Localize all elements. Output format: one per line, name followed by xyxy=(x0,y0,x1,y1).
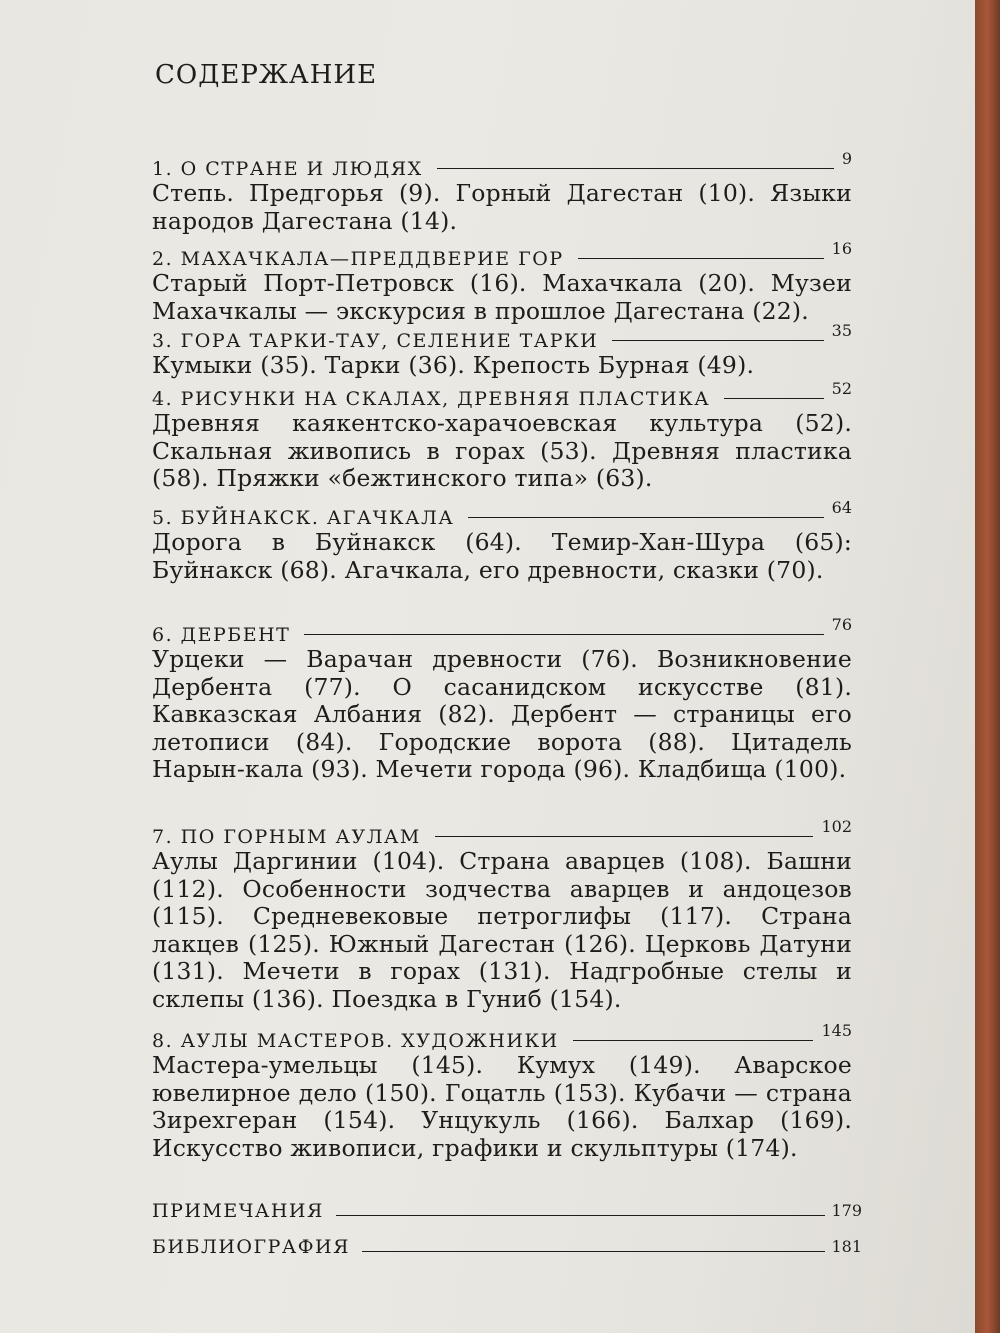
chapter-summary: Древняя каякентско-харачоевская культура (52). Скальная живопись в горах (53). Древняя пластика (58). Пряжки «бежтинского типа» (63). xyxy=(152,409,852,492)
endmatter-page-number: 179 xyxy=(831,1201,862,1220)
chapter-page-number: 102 xyxy=(821,817,852,836)
toc-notes xyxy=(152,1200,862,1222)
toc-entry-7 xyxy=(152,817,852,1013)
dot-leader xyxy=(336,1214,826,1216)
chapter-heading xyxy=(152,817,852,848)
toc-entry-3 xyxy=(152,321,852,380)
toc-bibliography xyxy=(152,1236,862,1258)
chapter-summary: Кумыки (35). Тарки (36). Крепость Бурная (49). xyxy=(152,351,755,379)
chapter-page-number: 9 xyxy=(841,149,852,168)
chapter-title: 1. О СТРАНЕ И ЛЮДЯХ xyxy=(152,158,423,180)
dot-leader xyxy=(724,397,823,399)
chapter-summary: Старый Порт-Петровск (16). Махачкала (20). Музеи Махачкалы — экскурсия в прошлое Дагестана (22). xyxy=(152,269,852,325)
chapter-title: 4. РИСУНКИ НА СКАЛАХ, ДРЕВНЯЯ ПЛАСТИКА xyxy=(152,388,711,410)
chapter-heading xyxy=(152,498,852,529)
toc-entry-8 xyxy=(152,1021,852,1162)
chapter-page-number: 64 xyxy=(831,498,852,517)
chapter-page-number: 16 xyxy=(831,239,852,258)
chapter-page-number: 35 xyxy=(831,321,852,340)
dot-leader xyxy=(578,257,824,259)
chapter-summary: Урцеки — Варачан древности (76). Возникновение Дербента (77). О сасанидском искусстве (81). Кавказская Албания (82). Дербент — страницы его летописи (84). Городские ворота (88). Цитадель Нарын-кала (93). Мечети города (96). Кладбища (100). xyxy=(152,645,852,783)
chapter-title: 7. ПО ГОРНЫМ АУЛАМ xyxy=(152,826,421,848)
chapter-page-number: 145 xyxy=(821,1021,852,1040)
chapter-summary: Аулы Даргинии (104). Страна аварцев (108). Башни (112). Особенности зодчества аварцев и андоцезов (115). Средневековые петроглифы (117). Страна лакцев (125). Южный Дагестан (126). Церковь Датуни (131). Мечети в горах (131). Надгробные стелы и склепы (136). Поездка в Гуниб (154). xyxy=(152,847,852,1013)
endmatter-page-number: 181 xyxy=(831,1237,862,1256)
dot-leader xyxy=(573,1039,814,1041)
toc-entry-6 xyxy=(152,615,852,784)
chapter-summary: Мастера-умельцы (145). Кумух (149). Аварское ювелирное дело (150). Гоцатль (153). Кубачи — страна Зирехгеран (154). Унцукуль (166). Балхар (169). Искусство живописи, графики и скульптуры (174). xyxy=(152,1051,852,1162)
endmatter-title: БИБЛИОГРАФИЯ xyxy=(152,1236,350,1258)
toc-entry-4 xyxy=(152,379,852,493)
toc-entry-2 xyxy=(152,239,852,325)
chapter-heading xyxy=(152,239,852,270)
chapter-heading xyxy=(152,615,852,646)
chapter-title: 2. МАХАЧКАЛА—ПРЕДДВЕРИЕ ГОР xyxy=(152,248,564,270)
chapter-title: 3. ГОРА ТАРКИ-ТАУ, СЕЛЕНИЕ ТАРКИ xyxy=(152,330,599,352)
chapter-heading xyxy=(152,1021,852,1052)
chapter-title: 5. БУЙНАКСК. АГАЧКАЛА xyxy=(152,507,455,529)
chapter-heading xyxy=(152,379,852,410)
page-title: СОДЕРЖАНИЕ xyxy=(155,60,378,90)
dot-leader xyxy=(435,835,814,837)
endmatter-title: ПРИМЕЧАНИЯ xyxy=(152,1200,324,1222)
chapter-page-number: 52 xyxy=(831,379,852,398)
dot-leader xyxy=(437,167,834,169)
chapter-page-number: 76 xyxy=(831,615,852,634)
toc-entry-5 xyxy=(152,498,852,584)
chapter-summary: Дорога в Буйнакск (64). Темир-Хан-Шура (65): Буйнакск (68). Агачкала, его древности, сказки (70). xyxy=(152,528,852,584)
dot-leader xyxy=(304,633,823,635)
chapter-heading xyxy=(152,149,852,180)
dot-leader xyxy=(612,339,823,341)
dot-leader xyxy=(468,516,823,518)
toc-entry-1 xyxy=(152,149,852,235)
book-cover-edge xyxy=(975,0,1000,1333)
chapter-title: 8. АУЛЫ МАСТЕРОВ. ХУДОЖНИКИ xyxy=(152,1030,559,1052)
dot-leader xyxy=(362,1250,826,1252)
chapter-title: 6. ДЕРБЕНТ xyxy=(152,624,291,646)
chapter-summary: Степь. Предгорья (9). Горный Дагестан (10). Языки народов Дагестана (14). xyxy=(152,179,852,235)
chapter-heading xyxy=(152,321,852,352)
